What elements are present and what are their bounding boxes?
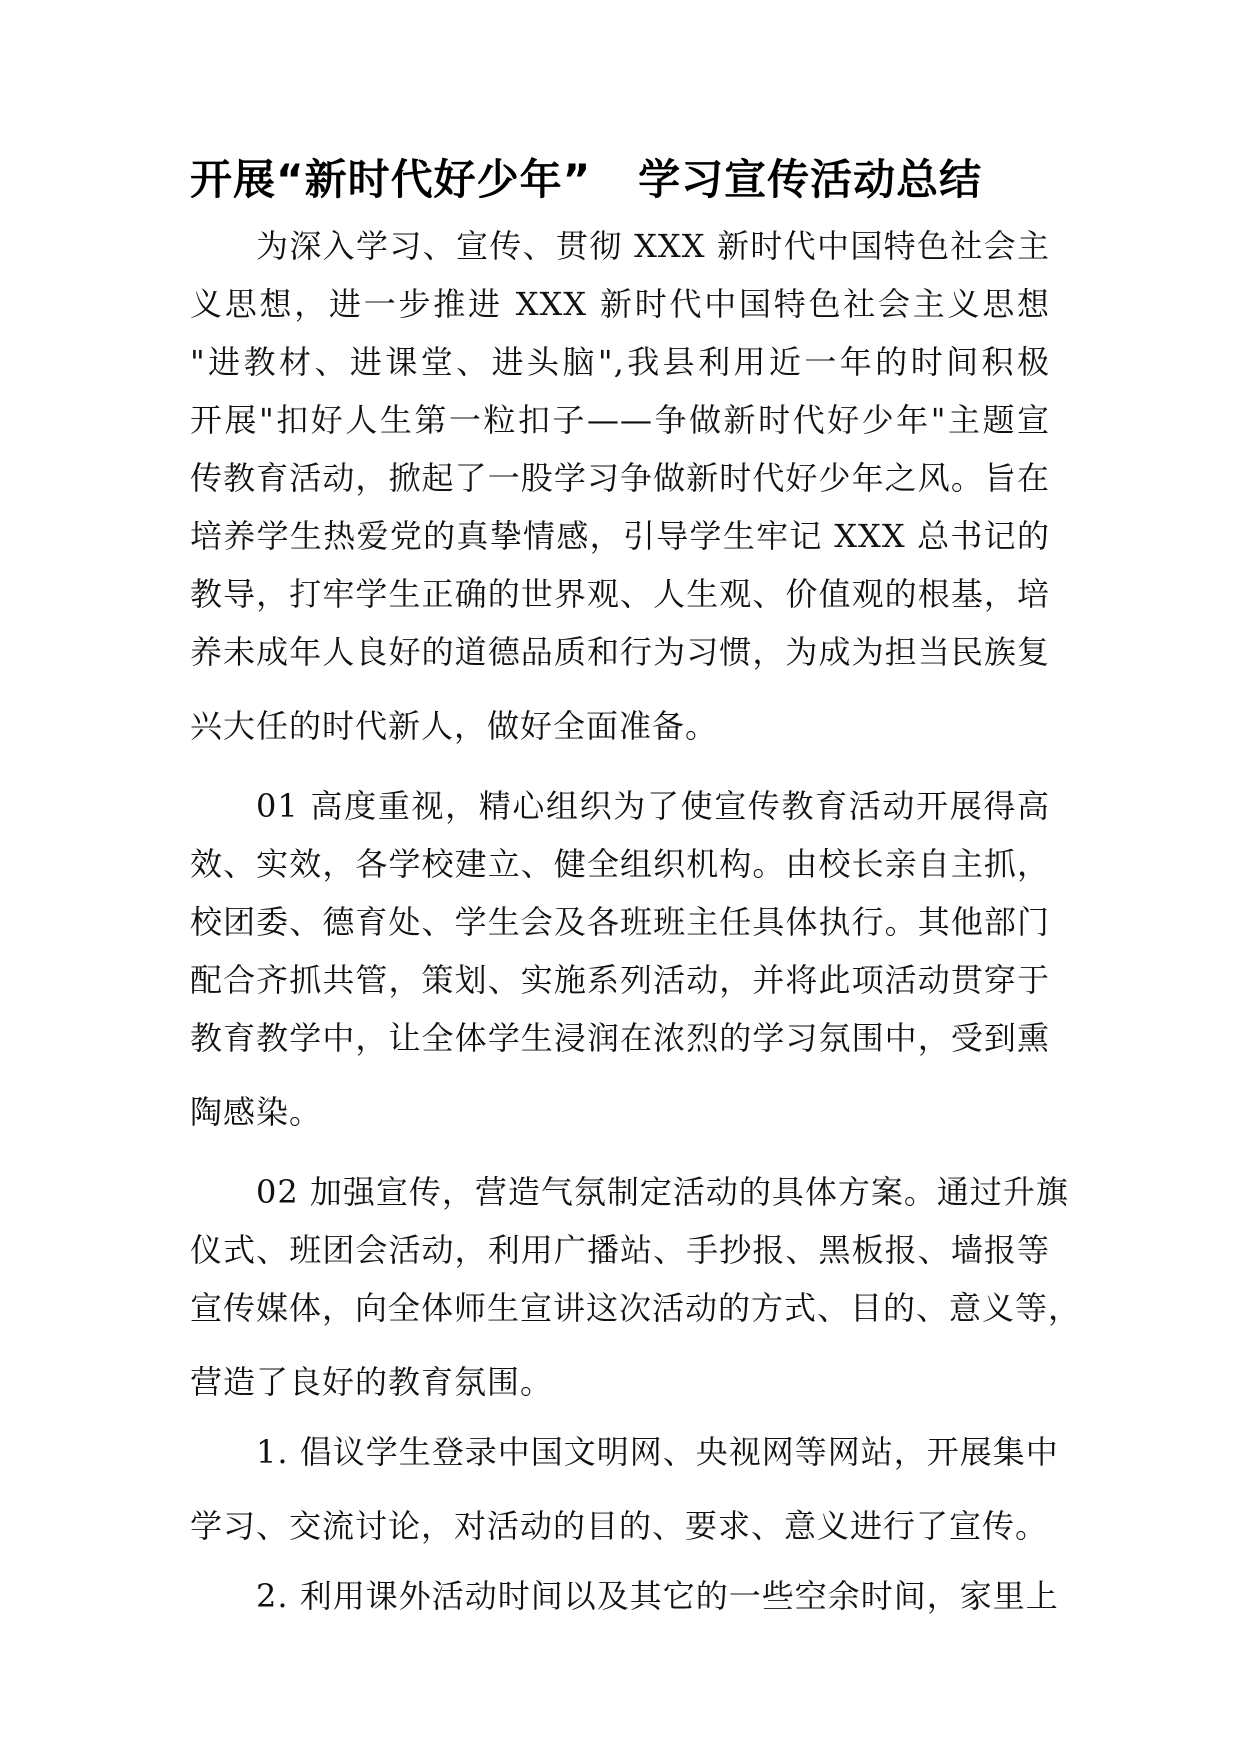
- text-line: 校团委、德育处、学生会及各班班主任具体执行。其他部门: [190, 903, 1050, 941]
- text-line: 营造了良好的教育氛围。: [190, 1363, 554, 1401]
- text-line: 学习、交流讨论，对活动的目的、要求、意义进行了宣传。: [190, 1507, 1049, 1545]
- text-line: 教育教学中，让全体学生浸润在浓烈的学习氛围中，受到熏: [190, 1019, 1050, 1057]
- text-line: 效、实效，各学校建立、健全组织机构。由校长亲自主抓，: [190, 845, 1050, 883]
- text-line: 01 高度重视，精心组织为了使宣传教育活动开展得高: [256, 787, 1050, 825]
- text-line: 培养学生热爱党的真挚情感，引导学生牢记 XXX 总书记的: [190, 517, 1050, 555]
- text-line: 宣传媒体，向全体师生宣讲这次活动的方式、目的、意义等，: [190, 1289, 1082, 1327]
- text-line: 教导，打牢学生正确的世界观、人生观、价值观的根基，培: [190, 575, 1050, 613]
- text-line: 1. 倡议学生登录中国文明网、央视网等网站，开展集中: [256, 1433, 1059, 1471]
- text-line: 养未成年人良好的道德品质和行为习惯，为成为担当民族复: [190, 633, 1050, 671]
- text-line: 配合齐抓共管，策划、实施系列活动，并将此项活动贯穿于: [190, 961, 1050, 999]
- document-title: 开展“新时代好少年” 学习宣传活动总结: [190, 155, 983, 204]
- text-line: 传教育活动，掀起了一股学习争做新时代好少年之风。旨在: [190, 459, 1050, 497]
- text-line: 兴大任的时代新人，做好全面准备。: [190, 707, 719, 745]
- text-line: 02 加强宣传，营造气氛制定活动的具体方案。通过升旗: [256, 1173, 1069, 1211]
- text-line: 2. 利用课外活动时间以及其它的一些空余时间，家里上: [256, 1577, 1059, 1615]
- text-line: 陶感染。: [190, 1093, 323, 1131]
- text-line: 开展"扣好人生第一粒扣子——争做新时代好少年"主题宣: [190, 401, 1050, 439]
- text-line: "进教材、进课堂、进头脑",我县利用近一年的时间积极: [190, 343, 1050, 381]
- text-line: 仪式、班团会活动，利用广播站、手抄报、黑板报、墙报等: [190, 1231, 1050, 1269]
- text-line: 为深入学习、宣传、贯彻 XXX 新时代中国特色社会主: [256, 227, 1050, 265]
- text-line: 义思想，进一步推进 XXX 新时代中国特色社会主义思想: [190, 285, 1050, 323]
